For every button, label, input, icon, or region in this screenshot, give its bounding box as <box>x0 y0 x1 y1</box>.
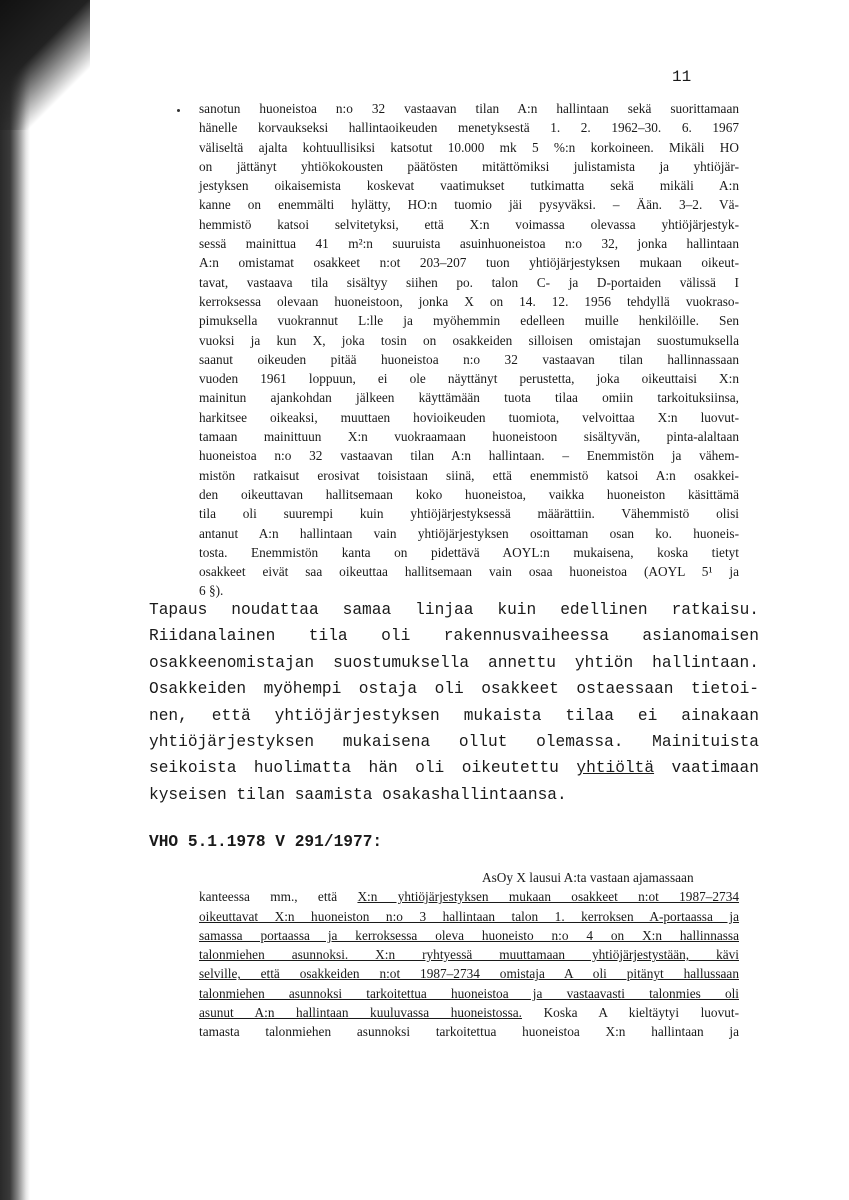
text-line <box>149 782 759 808</box>
text-line <box>199 907 739 926</box>
text-line: vuoksi ja kun X, joka tosin on osakkeiden silloisen omistajan suostumuksella <box>199 332 739 348</box>
text-line: harkitsee oikeaksi, muuttaen hovioikeuden tuomiota, velvoittaa X:n luovut- <box>199 409 739 425</box>
text-line <box>199 964 739 983</box>
text-line: den oikeuttavan hallitsemaan koko huoneistoa, vaikka huoneiston käsittämä <box>199 486 739 502</box>
text-line <box>149 623 759 649</box>
text-line <box>149 676 759 702</box>
case-text <box>199 868 739 1042</box>
margin-dot <box>177 109 180 112</box>
text-line <box>149 729 759 755</box>
text-segment: Riidanalainen tila oli rakennusvaiheessa asianomaisen <box>149 627 759 646</box>
underlined-text: talonmiehen asunnoksi. X:n ryhtyessä muuttamaan yhtiöjärjestystään, kävi <box>199 947 739 963</box>
text-line: tosta. Enemmistön kanta on pidettävä AOYL:n mukaisena, koska tietyt <box>199 544 739 560</box>
text-segment: tamasta talonmiehen asunnoksi tarkoitettua huoneistoa X:n hallintaan ja <box>199 1024 739 1040</box>
text-line <box>199 1003 739 1022</box>
text-line <box>199 926 739 945</box>
case-heading: VHO 5.1.1978 V 291/1977: <box>149 833 383 851</box>
text-line: on jättänyt yhtiökokousten päätösten mitättömiksi julistamista ja yhtiöjär- <box>199 158 739 174</box>
underlined-text: X:n yhtiöjärjestyksen mukaan osakkeet n:ot 1987–2734 <box>357 889 739 905</box>
text-line <box>199 887 739 906</box>
text-line: antanut A:n hallintaan vain yhtiöjärjestyksen osoittaman osan ko. huoneis- <box>199 525 739 541</box>
underlined-text: yhtiöltä <box>576 759 655 778</box>
text-segment: kanteessa mm., että <box>199 889 358 905</box>
text-segment: seikoista huolimatta hän oli oikeutettu <box>149 759 577 778</box>
text-line: A:n omistamat osakkeet n:ot 203–207 tuon yhtiöjärjestyksen mukaan oikeut- <box>199 255 739 271</box>
text-segment: kyseisen tilan saamista osakashallintaansa. <box>149 785 567 804</box>
text-line: hemmistö katsoi selvitetyksi, että X:n voimassa olevassa yhtiöjärjestyk- <box>199 216 739 232</box>
text-line: väliseltä ajalta kohtuullisiksi katsotut 10.000 mk 5 %:n korkoineen. Mikäli HO <box>199 139 739 155</box>
text-line: tavat, vastaava tila sisältyy siihen po. talon C- ja D-portaiden välissä I <box>199 274 739 290</box>
text-line: tamaan mainittuun X:n vuokraamaan huoneistoon sisältyvän, pinta-alaltaan <box>199 429 739 445</box>
text-segment: vaatimaan <box>654 759 759 778</box>
text-segment: Koska A kieltäytyi luovut- <box>522 1005 739 1021</box>
text-line <box>149 755 759 781</box>
text-line: sanotun huoneistoa n:o 32 vastaavan tilan A:n hallintaan sekä suorittamaan <box>199 101 739 116</box>
text-segment: AsOy X lausui A:ta vastaan ajamassaan <box>482 870 694 885</box>
quoted-decision-text <box>199 99 739 601</box>
text-segment: yhtiöjärjestyksen mukaisena ollut olemassa. Mainituista <box>149 732 759 751</box>
text-line: kerroksessa olevaan huoneistoon, jonka X on 14. 12. 1956 tehdyllä vuokraso- <box>199 293 739 309</box>
underlined-text: samassa portaassa ja kerroksessa oleva huoneisto n:o 4 on X:n hallinnassa <box>199 927 739 943</box>
text-line <box>199 945 739 964</box>
text-line: jestyksen oikaisemista koskevat vaatimukset tutkimatta sekä mikäli A:n <box>199 178 739 194</box>
text-line: tila oli suurempi kuin yhtiöjärjestyksessä määrättiin. Vähemmistö olisi <box>199 506 739 522</box>
text-line: 6 §). <box>199 583 224 599</box>
text-line <box>149 597 759 623</box>
text-line: saanut oikeuden pitää huoneistoa n:o 32 vastaavan tilan hallinnassaan <box>199 351 739 367</box>
text-line: sessä mainittua 41 m²:n suuruista asuinhuoneistoa n:o 32, jonka hallintaan <box>199 236 739 252</box>
text-line <box>199 1022 739 1041</box>
text-line: mainitun ajankohdan jälkeen käyttämään tuota tilaa omiin tarkoituksiinsa, <box>199 390 739 406</box>
text-line: pimuksella vuokrannut L:lle ja myöhemmin edelleen muille henkilöille. Sen <box>199 313 739 329</box>
underlined-text: selville, että osakkeiden n:ot 1987–2734 omistaja A oli pitänyt hallussaan <box>199 966 739 982</box>
underlined-text: asunut A:n hallintaan kuuluvassa huoneistossa. <box>199 1005 522 1021</box>
text-line: huoneistoa n:o 32 vastaavan tilan A:n hallintaan. – Enemmistön ja vähem- <box>199 448 739 464</box>
text-line: vuoden 1961 loppuun, ei ole näyttänyt perustetta, joka oikeuttaisi X:n <box>199 371 739 387</box>
text-line: mistön ratkaisut erosivat toisistaan siinä, että enemmistö katsoi A:n osakkei- <box>199 467 739 483</box>
text-line <box>199 984 739 1003</box>
underlined-text: oikeuttavat X:n huoneiston n:o 3 hallintaan talon 1. kerroksen A-portaassa ja <box>199 908 739 924</box>
text-line: hänelle korvaukseksi hallintaoikeuden menetyksestä 1. 2. 1962–30. 6. 1967 <box>199 120 739 136</box>
text-segment: nen, että yhtiöjärjestyksen mukaista tilaa ei ainakaan <box>149 706 759 725</box>
scan-corner-shadow <box>0 0 90 130</box>
text-line <box>149 703 759 729</box>
text-line: osakkeet eivät saa oikeuttaa hallitsemaan vain osaa huoneistoa (AOYL 5¹ ja <box>199 564 739 580</box>
text-segment: Tapaus noudattaa samaa linjaa kuin edellinen ratkaisu. <box>149 601 759 619</box>
text-line <box>149 650 759 676</box>
page-number: 11 <box>672 68 692 86</box>
text-segment: osakkeenomistajan suostumuksella annettu yhtiön hallintaan. <box>149 653 759 672</box>
text-line <box>199 868 739 887</box>
text-segment: Osakkeiden myöhempi ostaja oli osakkeet ostaessaan tietoi- <box>149 680 759 699</box>
underlined-text: talonmiehen asunnoksi tarkoitettua huoneistoa ja vastaavasti talonmies oli <box>199 985 739 1001</box>
scan-edge-shadow <box>0 0 30 1200</box>
text-line: kanne on enemmälti hylätty, HO:n tuomio jäi pysyväksi. – Ään. 3–2. Vä- <box>199 197 739 213</box>
commentary-paragraph <box>149 597 759 808</box>
